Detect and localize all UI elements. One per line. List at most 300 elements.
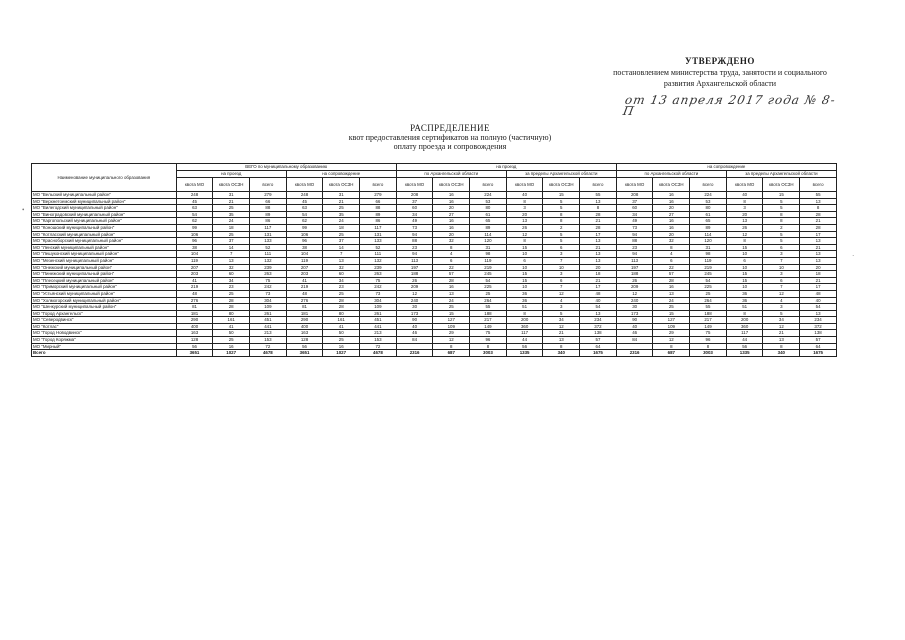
table-cell: 81	[176, 304, 213, 311]
table-cell: 8	[763, 343, 800, 350]
table-row	[32, 231, 837, 238]
table-cell: 372	[580, 323, 617, 330]
table-cell: 31	[470, 244, 507, 251]
table-cell: 86	[250, 218, 287, 225]
table-cell: 248	[176, 192, 213, 199]
table-cell: 133	[360, 238, 397, 245]
table-cell: 181	[286, 310, 323, 317]
table-cell: 1675	[800, 350, 837, 357]
table-cell: 7	[763, 257, 800, 264]
table-cell: 40	[580, 297, 617, 304]
table-cell: 61	[470, 211, 507, 218]
table-cell: 88	[360, 205, 397, 212]
table-cell: 48	[580, 290, 617, 297]
table-cell: 6	[653, 257, 690, 264]
table-cell: 25	[213, 231, 250, 238]
table-cell: 25	[690, 290, 727, 297]
table-cell: 4678	[360, 350, 397, 357]
table-cell: 10	[726, 251, 763, 258]
table-cell: 24	[653, 297, 690, 304]
table-cell: 104	[286, 251, 323, 258]
table-cell: 188	[396, 271, 433, 278]
table-cell: 23	[323, 284, 360, 291]
table-cell: 31	[323, 192, 360, 199]
table-cell: 55	[690, 304, 727, 311]
table-cell: 50	[323, 330, 360, 337]
table-cell: 41	[213, 323, 250, 330]
table-cell: 56	[506, 343, 543, 350]
row-name: МО "Ленский муниципальный район"	[32, 244, 177, 251]
table-cell: 54	[800, 304, 837, 311]
table-cell: 12	[726, 231, 763, 238]
table-cell: 119	[690, 257, 727, 264]
table-cell: 127	[653, 317, 690, 324]
table-cell: 98	[470, 251, 507, 258]
table-cell: 23	[213, 284, 250, 291]
table-cell: 84	[616, 337, 653, 344]
table-cell: 28	[580, 224, 617, 231]
table-cell: 106	[286, 231, 323, 238]
row-name: МО "Мирный"	[32, 343, 177, 350]
table-cell: 25	[323, 205, 360, 212]
table-cell: 1027	[323, 350, 360, 357]
table-cell: 131	[360, 231, 397, 238]
table-cell: 224	[690, 192, 727, 199]
table-cell: 16	[433, 224, 470, 231]
table-cell: 106	[176, 231, 213, 238]
table-cell: 279	[360, 192, 397, 199]
table-cell: 55	[800, 192, 837, 199]
document-subtitle-1: квот предоставления сертификатов на полную (частичную)	[348, 133, 552, 142]
table-cell: 65	[690, 218, 727, 225]
table-cell: 163	[286, 330, 323, 337]
table-cell: 8	[763, 218, 800, 225]
table-cell: 188	[616, 271, 653, 278]
table-cell: 117	[250, 224, 287, 231]
table-cell: 24	[323, 218, 360, 225]
table-cell: 109	[360, 304, 397, 311]
table-cell: 89	[690, 224, 727, 231]
table-cell: 57	[653, 271, 690, 278]
table-cell: 8	[543, 218, 580, 225]
table-cell: 687	[433, 350, 470, 357]
table-cell: 239	[250, 264, 287, 271]
table-cell: 7	[763, 284, 800, 291]
table-cell: 57	[433, 271, 470, 278]
table-cell: 290	[286, 317, 323, 324]
table-cell: 114	[690, 231, 727, 238]
table-row	[32, 343, 837, 350]
header-vsego: всего	[580, 178, 617, 192]
table-cell: 3	[763, 271, 800, 278]
table-cell: 13	[580, 310, 617, 317]
table-cell: 8	[690, 343, 727, 350]
table-cell: 40	[396, 323, 433, 330]
table-cell: 24	[433, 297, 470, 304]
table-cell: 6	[506, 257, 543, 264]
table-cell: 138	[800, 330, 837, 337]
table-cell: 21	[800, 218, 837, 225]
table-cell: 56	[726, 343, 763, 350]
table-cell: 61	[690, 211, 727, 218]
table-row	[32, 304, 837, 311]
table-cell: 55	[580, 192, 617, 199]
table-cell: 60	[616, 205, 653, 212]
row-name: МО "Онежский муниципальный район"	[32, 264, 177, 271]
table-row	[32, 264, 837, 271]
table-cell: 109	[250, 304, 287, 311]
table-cell: 21	[580, 218, 617, 225]
table-cell: 20	[506, 211, 543, 218]
table-cell: 50	[213, 330, 250, 337]
table-cell: 234	[580, 317, 617, 324]
table-cell: 96	[176, 238, 213, 245]
table-cell: 62	[176, 218, 213, 225]
table-cell: 5	[763, 205, 800, 212]
table-cell: 10	[543, 264, 580, 271]
table-cell: 94	[616, 231, 653, 238]
table-cell: 31	[213, 192, 250, 199]
header-kvota-mo: квота МО	[286, 178, 323, 192]
table-body	[32, 192, 837, 357]
row-name: МО "Вилегодский муниципальный район"	[32, 205, 177, 212]
table-cell: 248	[286, 192, 323, 199]
table-cell: 245	[690, 271, 727, 278]
table-cell: 127	[433, 317, 470, 324]
table-cell: 6	[763, 244, 800, 251]
table-cell: 13	[800, 198, 837, 205]
table-cell: 8	[433, 343, 470, 350]
table-cell: 25	[213, 290, 250, 297]
table-cell: 29	[653, 330, 690, 337]
table-cell: 53	[470, 198, 507, 205]
table-row	[32, 218, 837, 225]
table-cell: 149	[470, 323, 507, 330]
table-cell: 80	[213, 310, 250, 317]
table-cell: 26	[506, 224, 543, 231]
table-cell: 40	[800, 297, 837, 304]
header-travel-out: за пределы Архангельской области	[506, 171, 616, 178]
table-cell: 25	[470, 290, 507, 297]
table-cell: 29	[433, 330, 470, 337]
row-name: МО "Северодвинск"	[32, 317, 177, 324]
table-cell: 20	[800, 264, 837, 271]
row-name: МО "Город Новодвинск"	[32, 330, 177, 337]
table-cell: 86	[360, 218, 397, 225]
table-cell: 72	[360, 343, 397, 350]
table-cell: 14	[213, 244, 250, 251]
table-cell: 13	[580, 251, 617, 258]
table-cell: 239	[360, 264, 397, 271]
table-row	[32, 317, 837, 324]
table-cell: 10	[506, 284, 543, 291]
table-cell: 90	[396, 317, 433, 324]
table-cell: 117	[506, 330, 543, 337]
table-cell: 24	[213, 218, 250, 225]
table-cell: 263	[360, 271, 397, 278]
table-cell: 20	[726, 211, 763, 218]
table-cell: 1335	[506, 350, 543, 357]
table-cell: 21	[800, 277, 837, 284]
table-cell: 28	[800, 224, 837, 231]
table-cell: 81	[286, 304, 323, 311]
table-cell: 37	[323, 238, 360, 245]
header-kvota-ocszn: квота ОСЗН	[763, 178, 800, 192]
table-cell: 15	[653, 310, 690, 317]
table-cell: 40	[616, 323, 653, 330]
document-heading	[300, 124, 600, 151]
table-cell: 207	[286, 264, 323, 271]
table-cell: 225	[470, 284, 507, 291]
table-row	[32, 251, 837, 258]
table-cell: 6	[433, 257, 470, 264]
table-cell: 4678	[250, 350, 287, 357]
table-cell: 117	[726, 330, 763, 337]
table-cell: 15	[726, 271, 763, 278]
table-cell: 12	[543, 323, 580, 330]
table-cell: 21	[543, 330, 580, 337]
table-cell: 279	[250, 192, 287, 199]
table-cell: 188	[690, 310, 727, 317]
table-cell: 8	[726, 310, 763, 317]
approval-title: УТВЕРЖДЕНО	[685, 56, 755, 66]
table-cell: 34	[616, 211, 653, 218]
table-cell: 13	[580, 257, 617, 264]
table-cell: 8	[726, 238, 763, 245]
table-row	[32, 277, 837, 284]
table-cell: 16	[433, 218, 470, 225]
table-cell: 13	[800, 251, 837, 258]
table-cell: 52	[360, 244, 397, 251]
table-row	[32, 337, 837, 344]
table-cell: 26	[726, 224, 763, 231]
table-cell: 34	[543, 317, 580, 324]
table-cell: 7	[543, 257, 580, 264]
table-cell: 10	[506, 264, 543, 271]
header-escort-out: за пределы Архангельской области	[726, 171, 836, 178]
table-cell: 12	[396, 290, 433, 297]
table-cell: 30	[396, 304, 433, 311]
table-cell: 16	[653, 192, 690, 199]
table-cell: 36	[726, 290, 763, 297]
table-cell: 8	[506, 238, 543, 245]
table-cell: 119	[470, 257, 507, 264]
table-cell: 111	[360, 251, 397, 258]
table-cell: 22	[653, 264, 690, 271]
table-cell: 240	[616, 297, 653, 304]
table-cell: 687	[653, 350, 690, 357]
table-cell: 66	[250, 198, 287, 205]
header-travel: на проезд	[396, 164, 616, 171]
table-cell: 161	[213, 317, 250, 324]
row-name: МО "Пинежский муниципальный район"	[32, 271, 177, 278]
table-cell: 209	[616, 284, 653, 291]
table-cell: 264	[470, 297, 507, 304]
table-cell: 34	[396, 211, 433, 218]
scan-mark-right: ·	[852, 252, 855, 260]
table-cell: 21	[763, 330, 800, 337]
table-cell: 208	[396, 192, 433, 199]
table-cell: 219	[286, 284, 323, 291]
table-cell: 245	[470, 271, 507, 278]
table-cell: 16	[653, 224, 690, 231]
table-cell: 6	[763, 277, 800, 284]
table-cell: 10	[726, 264, 763, 271]
table-cell: 197	[616, 264, 653, 271]
table-cell: 28	[323, 297, 360, 304]
table-cell: 60	[323, 271, 360, 278]
table-cell: 3651	[286, 350, 323, 357]
table-cell: 188	[470, 310, 507, 317]
table-row	[32, 290, 837, 297]
table-cell: 45	[176, 198, 213, 205]
table-cell: 55	[470, 304, 507, 311]
table-cell: 25	[323, 290, 360, 297]
table-cell: 28	[653, 277, 690, 284]
table-cell: 28	[580, 211, 617, 218]
table-cell: 36	[506, 297, 543, 304]
header-kvota-ocszn: квота ОСЗН	[653, 178, 690, 192]
table-cell: 53	[690, 198, 727, 205]
table-cell: 13	[800, 238, 837, 245]
header-vsego: всего	[250, 178, 287, 192]
table-cell: 111	[250, 251, 287, 258]
header-kvota-ocszn: квота ОСЗН	[543, 178, 580, 192]
table-cell: 219	[470, 264, 507, 271]
table-cell: 15	[763, 192, 800, 199]
table-cell: 132	[250, 257, 287, 264]
row-name: МО "Котласский муниципальный район"	[32, 231, 177, 238]
table-cell: 17	[580, 284, 617, 291]
table-cell: 441	[360, 323, 397, 330]
table-cell: 119	[176, 257, 213, 264]
table-cell: 20	[433, 231, 470, 238]
table-cell: 340	[763, 350, 800, 357]
document-title: РАСПРЕДЕЛЕНИЕ	[410, 123, 490, 133]
row-name: МО "Вельский муниципальный район"	[32, 192, 177, 199]
table-cell: 242	[250, 284, 287, 291]
quota-table	[31, 163, 837, 357]
table-cell: 27	[433, 211, 470, 218]
table-cell: 6	[543, 244, 580, 251]
approval-line-2: развития Архангельской области	[663, 79, 777, 88]
table-cell: 80	[690, 205, 727, 212]
table-cell: 84	[396, 337, 433, 344]
table-cell: 5	[763, 198, 800, 205]
row-name: МО "Город Коряжма"	[32, 337, 177, 344]
table-cell: 20	[653, 231, 690, 238]
table-cell: 96	[286, 238, 323, 245]
table-cell: 8	[506, 198, 543, 205]
table-cell: 94	[616, 251, 653, 258]
row-name: МО "Город Архангельск"	[32, 310, 177, 317]
table-cell: 38	[286, 244, 323, 251]
approval-line-1: постановлением министерства труда, занятости и социального	[613, 68, 827, 77]
table-cell: 360	[506, 323, 543, 330]
table-cell: 8	[506, 310, 543, 317]
table-cell: 18	[800, 271, 837, 278]
table-cell: 48	[800, 290, 837, 297]
table-cell: 3	[543, 251, 580, 258]
table-cell: 276	[286, 297, 323, 304]
table-cell: 7	[543, 284, 580, 291]
total-row	[32, 350, 837, 357]
table-cell: 8	[653, 343, 690, 350]
table-cell: 224	[470, 192, 507, 199]
table-cell: 3	[543, 304, 580, 311]
table-cell: 3	[763, 251, 800, 258]
table-cell: 48	[176, 290, 213, 297]
table-cell: 12	[763, 290, 800, 297]
table-row	[32, 244, 837, 251]
table-cell: 99	[286, 224, 323, 231]
table-cell: 219	[176, 284, 213, 291]
header-vsego: всего	[800, 178, 837, 192]
table-cell: 94	[396, 231, 433, 238]
table-cell: 1335	[726, 350, 763, 357]
table-cell: 27	[653, 211, 690, 218]
table-cell: 10	[763, 264, 800, 271]
table-cell: 99	[176, 224, 213, 231]
table-cell: 44	[506, 337, 543, 344]
table-cell: 17	[580, 231, 617, 238]
table-cell: 56	[176, 343, 213, 350]
table-cell: 51	[726, 304, 763, 311]
approval-signature: от 13 апреля 2017 года № 8-П	[621, 93, 837, 118]
table-cell: 54	[286, 211, 323, 218]
table-cell: 30	[616, 304, 653, 311]
table-cell: 3	[763, 304, 800, 311]
row-name: МО "Устьянский муниципальный район"	[32, 290, 177, 297]
table-cell: 5	[763, 238, 800, 245]
table-cell: 60	[213, 271, 250, 278]
table-cell: 25	[653, 304, 690, 311]
table-cell: 13	[433, 290, 470, 297]
table-row	[32, 211, 837, 218]
table-cell: 88	[616, 238, 653, 245]
table-cell: 12	[506, 231, 543, 238]
table-cell: 18	[580, 271, 617, 278]
table-cell: 98	[690, 251, 727, 258]
table-cell: 10	[726, 284, 763, 291]
table-cell: 15	[506, 277, 543, 284]
table-cell: 44	[726, 337, 763, 344]
table-row	[32, 271, 837, 278]
table-cell: 119	[286, 257, 323, 264]
header-name: Наименование муниципального образования	[32, 164, 177, 192]
table-cell: 120	[470, 238, 507, 245]
table-cell: 16	[213, 343, 250, 350]
table-cell: 3	[726, 205, 763, 212]
table-cell: 203	[176, 271, 213, 278]
table-row	[32, 224, 837, 231]
table-cell: 62	[286, 218, 323, 225]
table-cell: 57	[580, 337, 617, 344]
table-cell: 3003	[690, 350, 727, 357]
header-vsego: всего	[470, 178, 507, 192]
table-cell: 96	[690, 337, 727, 344]
table-cell: 8	[763, 211, 800, 218]
header-kvota-ocszn: квота ОСЗН	[213, 178, 250, 192]
table-cell: 54	[580, 304, 617, 311]
table-cell: 22	[433, 264, 470, 271]
table-cell: 57	[800, 337, 837, 344]
table-cell: 340	[543, 350, 580, 357]
table-cell	[616, 343, 653, 350]
table-cell: 304	[360, 297, 397, 304]
table-cell: 208	[616, 192, 653, 199]
table-cell: 26	[616, 277, 653, 284]
